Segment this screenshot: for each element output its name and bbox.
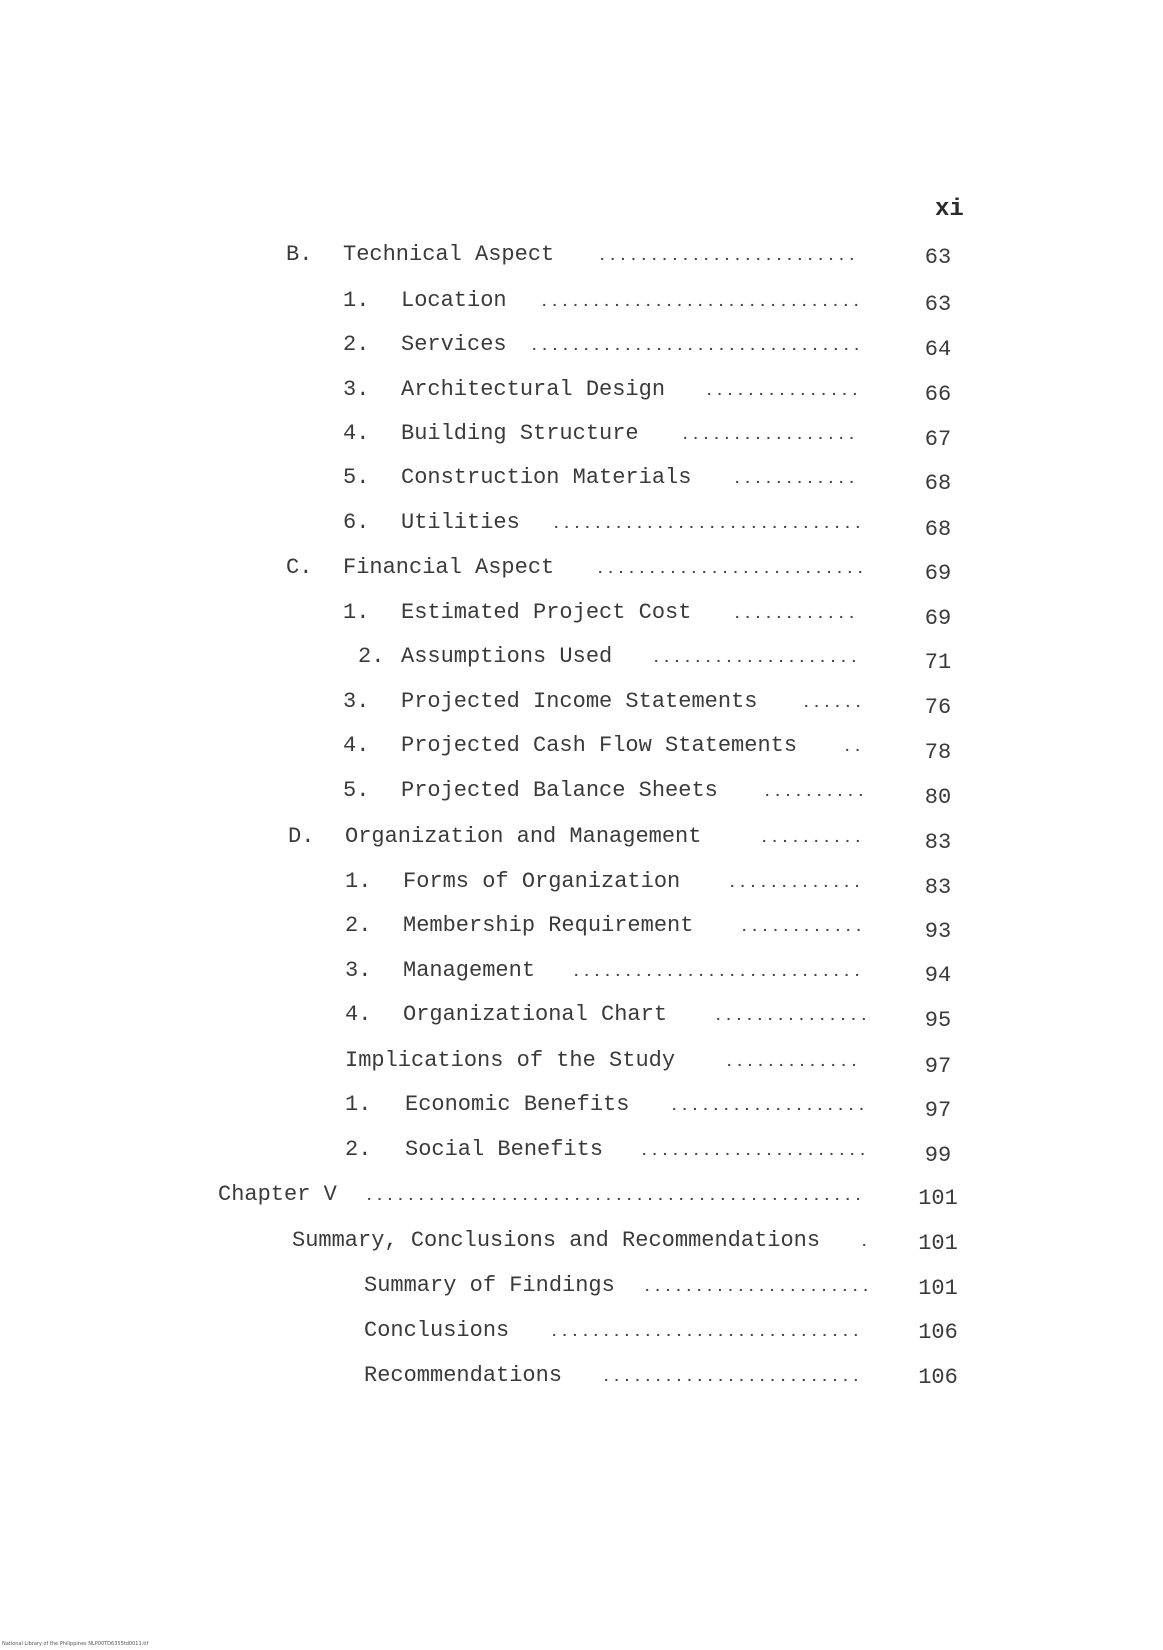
toc-marker: B. [286, 242, 313, 267]
toc-title: Technical Aspect [343, 242, 555, 267]
toc-page-number: 99 [924, 1143, 952, 1168]
toc-title: Organizational Chart [403, 1002, 668, 1027]
toc-title: Recommendations [364, 1363, 563, 1388]
toc-marker: 5. [343, 778, 370, 803]
toc-page-number: 76 [924, 695, 952, 720]
toc-title: Utilities [401, 510, 520, 535]
toc-page-number: 83 [924, 875, 952, 900]
toc-leader: ......................... [602, 1370, 863, 1386]
toc-title: Summary, Conclusions and Recommendations [292, 1228, 821, 1253]
toc-leader: .......... [763, 785, 868, 801]
toc-page-number: 78 [924, 740, 952, 765]
toc-page-number: 67 [924, 427, 952, 452]
toc-leader: ............... [705, 384, 862, 400]
toc-page-number: 66 [924, 382, 952, 407]
toc-leader: ................. [681, 428, 858, 444]
toc-page-number: 64 [924, 337, 952, 362]
toc-marker: 3. [343, 689, 370, 714]
toc-title: Location [401, 288, 507, 313]
toc-marker: 5. [343, 465, 370, 490]
toc-leader: . [860, 1235, 871, 1251]
toc-page-number: 97 [924, 1054, 952, 1079]
toc-title: Implications of the Study [345, 1048, 676, 1073]
toc-marker: 2. [345, 913, 372, 938]
toc-leader: .. [843, 740, 864, 756]
toc-title: Projected Income Statements [401, 689, 758, 714]
toc-leader: ............. [728, 876, 864, 892]
toc-page-number: 80 [924, 785, 952, 810]
toc-page-number: 101 [918, 1186, 958, 1211]
toc-page-number: 106 [918, 1320, 958, 1345]
toc-title: Building Structure [401, 421, 639, 446]
toc-title: Management [403, 958, 536, 983]
toc-page-number: 101 [918, 1276, 958, 1301]
toc-title: Social Benefits [405, 1137, 604, 1162]
toc-title: Forms of Organization [403, 869, 681, 894]
toc-marker: 4. [345, 1002, 372, 1027]
toc-title: Projected Balance Sheets [401, 778, 718, 803]
page-number: xi [935, 196, 964, 223]
toc-leader: ............................... [540, 295, 863, 311]
toc-leader: .......... [760, 831, 865, 847]
toc-title: Assumptions Used [401, 644, 613, 669]
toc-page-number: 68 [924, 471, 952, 496]
toc-marker: 2. [343, 332, 370, 357]
toc-marker: 3. [345, 958, 372, 983]
toc-leader: ............ [733, 607, 858, 623]
toc-title: Summary of Findings [364, 1273, 615, 1298]
toc-title: Organization and Management [345, 824, 702, 849]
toc-leader: ...................... [643, 1280, 872, 1296]
toc-page-number: 101 [918, 1231, 958, 1256]
toc-page-number: 71 [924, 650, 952, 675]
toc-leader: ............ [740, 920, 865, 936]
toc-leader: .............................. [552, 517, 865, 533]
toc-page-number: 68 [924, 517, 952, 542]
toc-marker: 1. [345, 869, 372, 894]
toc-leader: ......................... [598, 249, 859, 265]
toc-title: Construction Materials [401, 465, 692, 490]
toc-marker: 2. [358, 644, 385, 669]
toc-title: Architectural Design [401, 377, 666, 402]
toc-title: Projected Cash Flow Statements [401, 733, 798, 758]
toc-page-number: 63 [924, 245, 952, 270]
toc-leader: ............. [725, 1055, 861, 1071]
toc-marker: 1. [343, 288, 370, 313]
toc-marker: 4. [343, 421, 370, 446]
toc-page-number: 97 [924, 1098, 952, 1123]
toc-marker: 2. [345, 1137, 372, 1162]
toc-marker: 4. [343, 733, 370, 758]
toc-page-number: 106 [918, 1365, 958, 1390]
toc-page-number: 83 [924, 830, 952, 855]
toc-leader: ................... [670, 1099, 868, 1115]
toc-title: Membership Requirement [403, 913, 694, 938]
toc-marker: D. [288, 824, 315, 849]
toc-leader: ............... [714, 1009, 870, 1025]
toc-title: Services [401, 332, 507, 357]
toc-page-number: 95 [924, 1008, 952, 1033]
toc-leader: .............................. [550, 1325, 863, 1341]
toc-marker: C. [286, 555, 313, 580]
toc-leader: ................................ [530, 339, 863, 355]
toc-marker: 1. [345, 1092, 372, 1117]
toc-title: Estimated Project Cost [401, 600, 692, 625]
toc-leader: ...................... [640, 1144, 869, 1160]
toc-marker: 3. [343, 377, 370, 402]
toc-title: Economic Benefits [405, 1092, 630, 1117]
toc-marker: 1. [343, 600, 370, 625]
toc-leader: .......................... [596, 562, 867, 578]
toc-page-number: 69 [924, 561, 952, 586]
toc-page-number: 69 [924, 606, 952, 631]
toc-marker: 6. [343, 510, 370, 535]
toc-title: Chapter V [218, 1182, 337, 1207]
toc-leader: ................................................ [365, 1189, 865, 1205]
toc-page-number: 93 [924, 919, 952, 944]
toc-page-number: 94 [924, 963, 952, 988]
toc-leader: ............................ [572, 965, 864, 981]
toc-page-number: 63 [924, 292, 952, 317]
scan-footer: National Library of the Philippines NLP00TD6355td0011.tif [2, 1641, 149, 1647]
toc-leader: .................... [652, 651, 861, 667]
toc-title: Conclusions [364, 1318, 510, 1343]
toc-leader: ...... [802, 696, 865, 712]
toc-title: Financial Aspect [343, 555, 555, 580]
toc-leader: ............ [733, 472, 858, 488]
